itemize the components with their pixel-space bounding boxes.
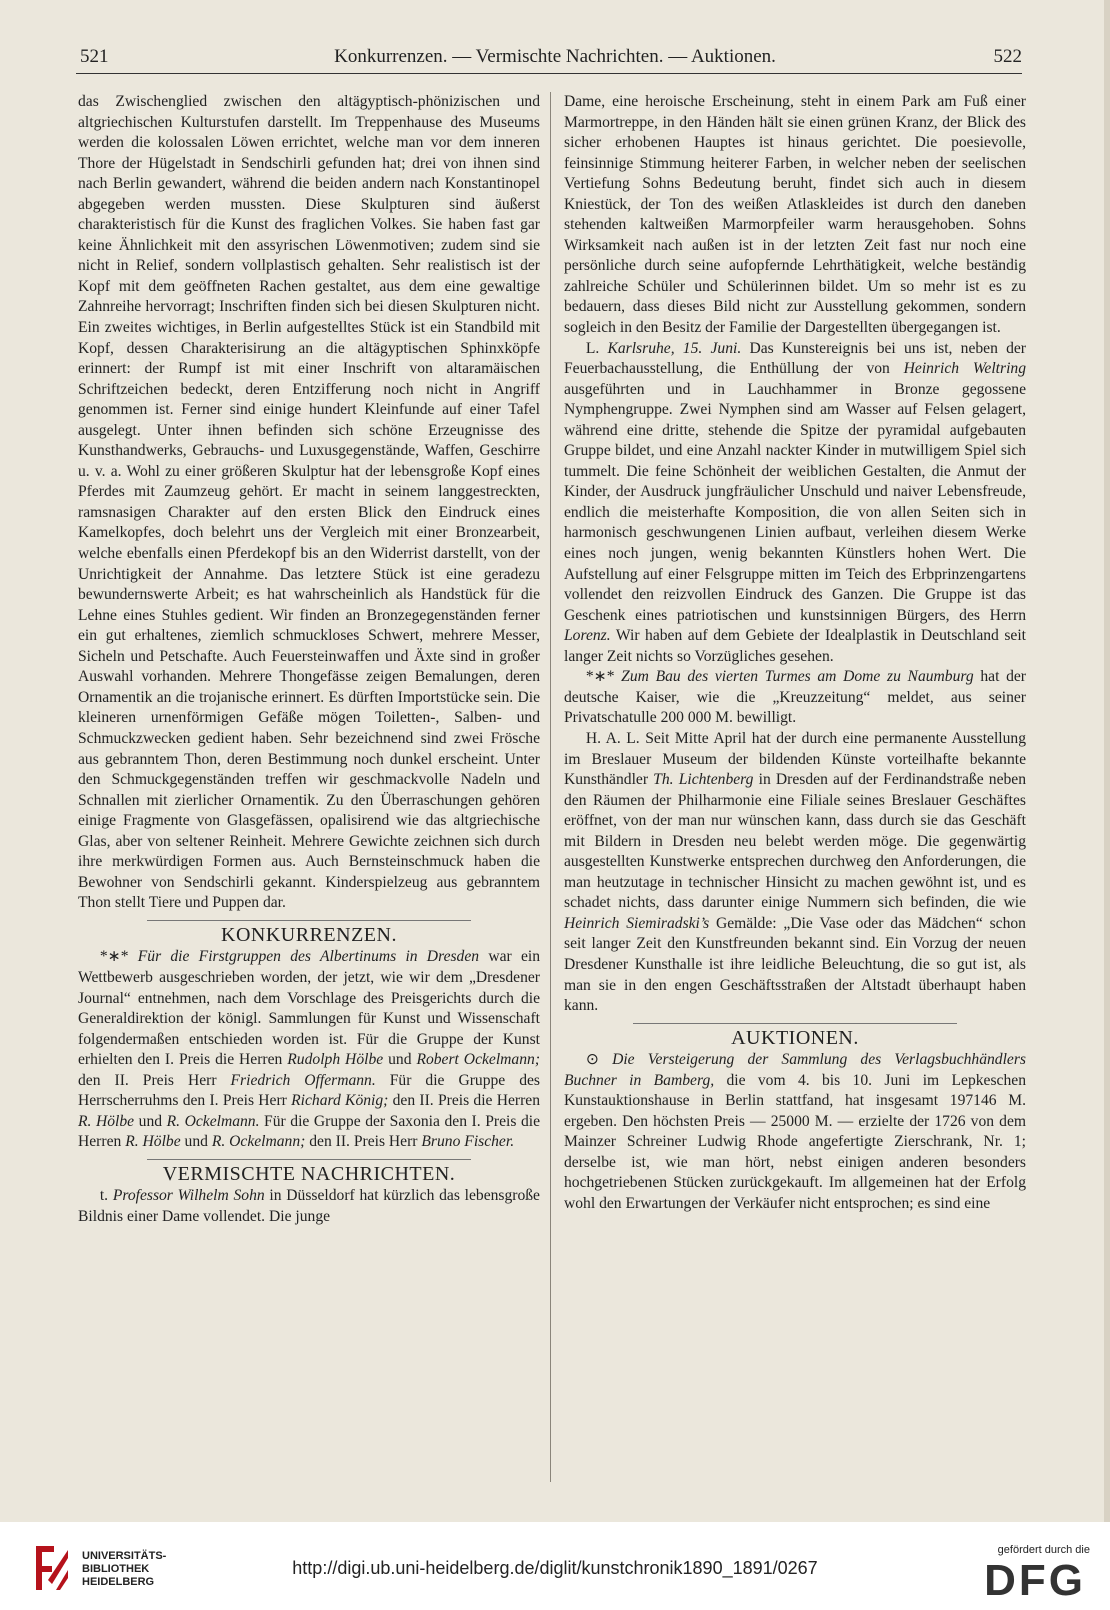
column-divider	[550, 92, 551, 1482]
section-divider	[147, 1159, 470, 1160]
museum-paragraph: das Zwischenglied zwischen den altägyptisch-phönizischen und altgriechischen Kulturstufen darstellt. Im Treppenhause des Museums werden die kolossalen Löwen errichtet, welche man vor dem inneren Thore der Hügelstadt in Sendschirli gefunden hat; drei von ihnen sind nach Berlin gewandert, während die beiden andern nach Konstantinopel abgegeben werden mussten. Diese Skulpturen sind äußerst charakteristisch für die Kunst des fraglichen Volkes. Sie haben fast gar keine Ähnlichkeit mit den assyrischen Löwenmotiven; zudem sind sie nicht in Relief, sondern vollplastisch gehalten. Sehr realistisch ist der Kopf mit dem geöffneten Rachen gestaltet, aus dem eine gewaltige Zahnreihe hervorragt; Inschriften finden sich bei diesen Skulpturen nicht. Ein zweites wichtiges, in Berlin aufgestelltes Stück ist ein Standbild mit Kopf, dessen Charakterisirung an die altägyptischen Sphinxköpfe erinnert: der Rumpf ist mit einer Inschrift von altaramäischen Schriftzeichen bedeckt, deren Entzifferung noch nicht in Angriff genommen ist. Ferner sind einige hundert Kleinfunde auf einer Tafel ausgelegt. Unter ihnen befinden sich schöne Erzeugnisse des Kunsthandwerks, Gebrauchs- und Luxusgegenstände, Waffen, Geschirre u. v. a. Wohl zu einer größeren Skulptur hat der lebensgroße Kopf eines Pferdes mit Zaumzeug gehört. Er macht in seinem langgestreckten, ramsnasigen Charakter auf den ersten Blick den Eindruck eines Kamelkopfes, doch belehrt uns der Vergleich mit einer Bronzearbeit, welche ebenfalls einen Pferdekopf bis an den Widerrist darstellt, von der Unrichtigkeit der Annahme. Das letztere Stück ist eine geradezu bewundernswerte Arbeit; es hat wahrscheinlich als Handstück für die Lehne eines Stuhles gedient. Wir finden an Bronzegegenständen ferner ein gut erhaltenes, ziemlich schmuckloses Schwert, mehrere Messer, Sicheln und Petschafte. Auch Feuersteinwaffen und Äxte sind in großer Auswahl vorhanden. Mehrere Thongefässe zeigen Bemalungen, deren Ornamentik an die trojanische erinnert. Es dürften Importstücke sein. Die kleineren urnenförmigen Gefäße mögen Toiletten-, Salben- und Schmuckzwecken gedient haben. Sehr bezeichnend sind zwei Frösche aus gebranntem Thon, deren Bestimmung noch dunkel erscheint. Unter den Schmuckgegenständen treffen wir geschmackvolle Nadeln und Schnallen mit zierlicher Ornamentik. Zu den Überraschungen gehören einige Fragmente von Glasgefässen, opalisirend wie das altgriechische Glas, aber von seltener Reinheit. Mehrere Gewichte zeichnen sich durch ihre merkwürdigen Formen aus. Auch Bernsteinschmuck haben die Bewohner von Sendschirli gekannt. Kinderspielzeug aus gebranntem Thon stellt Tiere und Puppen dar.	[78, 93, 540, 912]
vermischte-heading: VERMISCHTE NACHRICHTEN.	[162, 1162, 456, 1185]
dfg-logo: DFG	[984, 1556, 1086, 1605]
digitization-footer	[0, 1522, 1110, 1610]
konkurrenzen-paragraph: *∗* Für die Firstgruppen des Albertinums in Dresden war ein Wettbewerb ausgeschrieben worden, der jetzt, wie wir dem „Dresdener Journal“ entnehmen, nach dem Vorschlage des Preisgerichts durch die Generaldirektion der königl. Sammlungen für Kunst und Wissenschaft folgendermaßen entschieden worden ist. Für die Gruppe der Kunst erhielten den I. Preis die Herren Rudolph Hölbe und Robert Ockelmann; den II. Preis Herr Friedrich Offermann. Für die Gruppe des Herrscherruhms den I. Preis Herr Richard König; den II. Preis die Herren R. Hölbe und R. Ockelmann. Für die Gruppe der Saxonia den I. Preis die Herren R. Hölbe und R. Ockelmann; den II. Preis Herr Bruno Fischer.	[78, 948, 541, 1151]
permalink-url[interactable]: http://digi.ub.uni-heidelberg.de/diglit/kunstchronik1890_1891/0267	[292, 1558, 818, 1578]
funding-caption: gefördert durch die	[997, 1544, 1090, 1556]
vermischte-paragraph: t. Professor Wilhelm Sohn in Düsseldorf hat kürzlich das lebensgroße Bildnis einer Dame vollendet. Die junge	[78, 1187, 540, 1225]
running-header: Konkurrenzen. — Vermischte Nachrichten. — Auktionen.	[334, 46, 776, 67]
karlsruhe-paragraph: L. Karlsruhe, 15. Juni. Das Kunstereignis bei uns ist, neben der Feuerbachausstellung, die Enthüllung der von Heinrich Weltring ausgeführten und in Lauchhammer in Bronze gegossene Nymphengruppe. Zwei Nymphen sind am Wasser auf Felsen gelagert, während eine dritte, stehende die Spitze der pyramidal aufgebauten Gruppe bildet, und eine Anzahl nackter Kinder in mutwilligem Spiel sich tummelt. Die feine Schönheit der weiblichen Gestalten, die Anmut der Kinder, der Ausdruck jungfräulicher Unschuld und naiver Lebensfreude, endlich die meisterhafte Komposition, die von allen Seiten sich in harmonisch geschwungenen Linien aufbaut, verleihen diesem Werke eines noch jungen, wenig bekannten Künstlers hohen Wert. Die Aufstellung auf einer Felsgruppe mitten im Teich des Erbprinzengartens vollendet den reizvollen Eindruck des Ganzen. Die Gruppe ist das Geschenk eines patriotischen und kunstsinnigen Bürgers, des Herrn Lorenz. Wir haben auf dem Gebiete der Idealplastik in Deutschland seit langer Zeit nichts so Vorzügliches gesehen.	[564, 339, 1027, 665]
right-column	[564, 92, 1026, 1215]
circled-dot-icon: ⊙	[585, 1051, 599, 1069]
konkurrenzen-heading: KONKURRENZEN.	[221, 923, 397, 946]
section-divider	[147, 920, 470, 921]
page-number-right: 522	[993, 46, 1022, 67]
asterism: *∗*	[585, 668, 615, 686]
auktionen-heading: AUKTIONEN.	[731, 1026, 859, 1049]
section-divider	[633, 1023, 956, 1024]
auktionen-paragraph: ⊙ Die Versteigerung der Sammlung des Verlagsbuchhändlers Buchner in Bamberg, die vom 4. bis 10. Juni im Lepkeschen Kunstauktionshause in Berlin stattfand, hat insgesamt 197146 M. ergeben. Den höchsten Preis — 25000 M. — erzielte der 1726 von dem Mainzer Schreiner Ludwig Rhode angefertigte Zierschrank, Nr. 1; derselbe ist, wie man hört, nebst einigen anderen besonders hochgetriebenen Stücken zurückgekauft. Im allgemeinen hat der Erfolg wohl den Erwartungen der Verkäufer nicht entsprochen; es sind eine	[564, 1051, 1026, 1212]
header-rule	[76, 73, 1022, 74]
page-number-left: 521	[80, 46, 109, 67]
library-name: UNIVERSITÄTS- BIBLIOTHEK HEIDELBERG	[82, 1550, 167, 1588]
lichtenberg-paragraph: H. A. L. Seit Mitte April hat der durch eine permanente Ausstellung im Breslauer Museum der bildenden Künste vorteilhafte bekannte Kunsthändler Th. Lichtenberg in Dresden auf der Ferdinandstraße neben den Räumen der Philharmonie eine Filiale seines Breslauer Geschäftes eröffnet, von der man nur wünschen kann, dass durch sie das Geschäft mit Bildern in Dresden neu belebt werden möge. Die gegenwärtig ausgestellten Kunstwerke entsprechen durchweg den Anforderungen, die man heutzutage in technischer Hinsicht zu machen gewöhnt ist, und es schadet nichts, dass darunter einige Nummern sich befinden, die wie Heinrich Siemiradski’s Gemälde: „Die Vase oder das Mädchen“ schon seit langer Zeit den Kunstfreunden bekannt sind. Ein Vorzug der neuen Dresdener Kunsthalle ist ihre leidliche Beleuchtung, die so gut ist, als man sie in den engen Geschäftsstraßen der Altstadt überhaupt haben kann.	[564, 729, 1027, 1015]
sohn-paragraph: Dame, eine heroische Erscheinung, steht in einem Park am Fuß einer Marmortreppe, in den Händen hält sie einen grünen Kranz, der Blick des sicher erhobenen Hauptes ist hinaus gerichtet. Die poesievolle, feinsinnige Stimmung heiterer Farben, in welcher neben der seelischen Vertiefung Sohns Bedeutung beruht, findet sich auch in diesem Kniestück, der Ton des weißen Atlaskleides ist durch den daneben stehenden kaltweißen Marmorpfeiler warm herausgehoben. Sohns Wirksamkeit nach außen ist in der letzten Zeit fast nur noch eine persönliche durch seine aufopfernde Lehrthätigkeit, welche beständig zahlreiche Schüler und Schülerinnen bildet. Um so mehr ist es zu bedauern, dass dieses Bild nicht zur Ausstellung gekommen, sondern sogleich in den Besitz der Familie der Dargestellten übergegangen ist.	[564, 93, 1026, 337]
left-column	[78, 92, 540, 1228]
asterism: *∗*	[99, 948, 129, 966]
naumburg-paragraph: *∗* Zum Bau des vierten Turmes am Dome zu Naumburg hat der deutsche Kaiser, wie die „Kreuzzeitung“ meldet, aus seiner Privatschatulle 200 000 M. bewilligt.	[564, 668, 1026, 727]
konk-title: Für die Firstgruppen des Albertinums in Dresden	[137, 948, 480, 966]
